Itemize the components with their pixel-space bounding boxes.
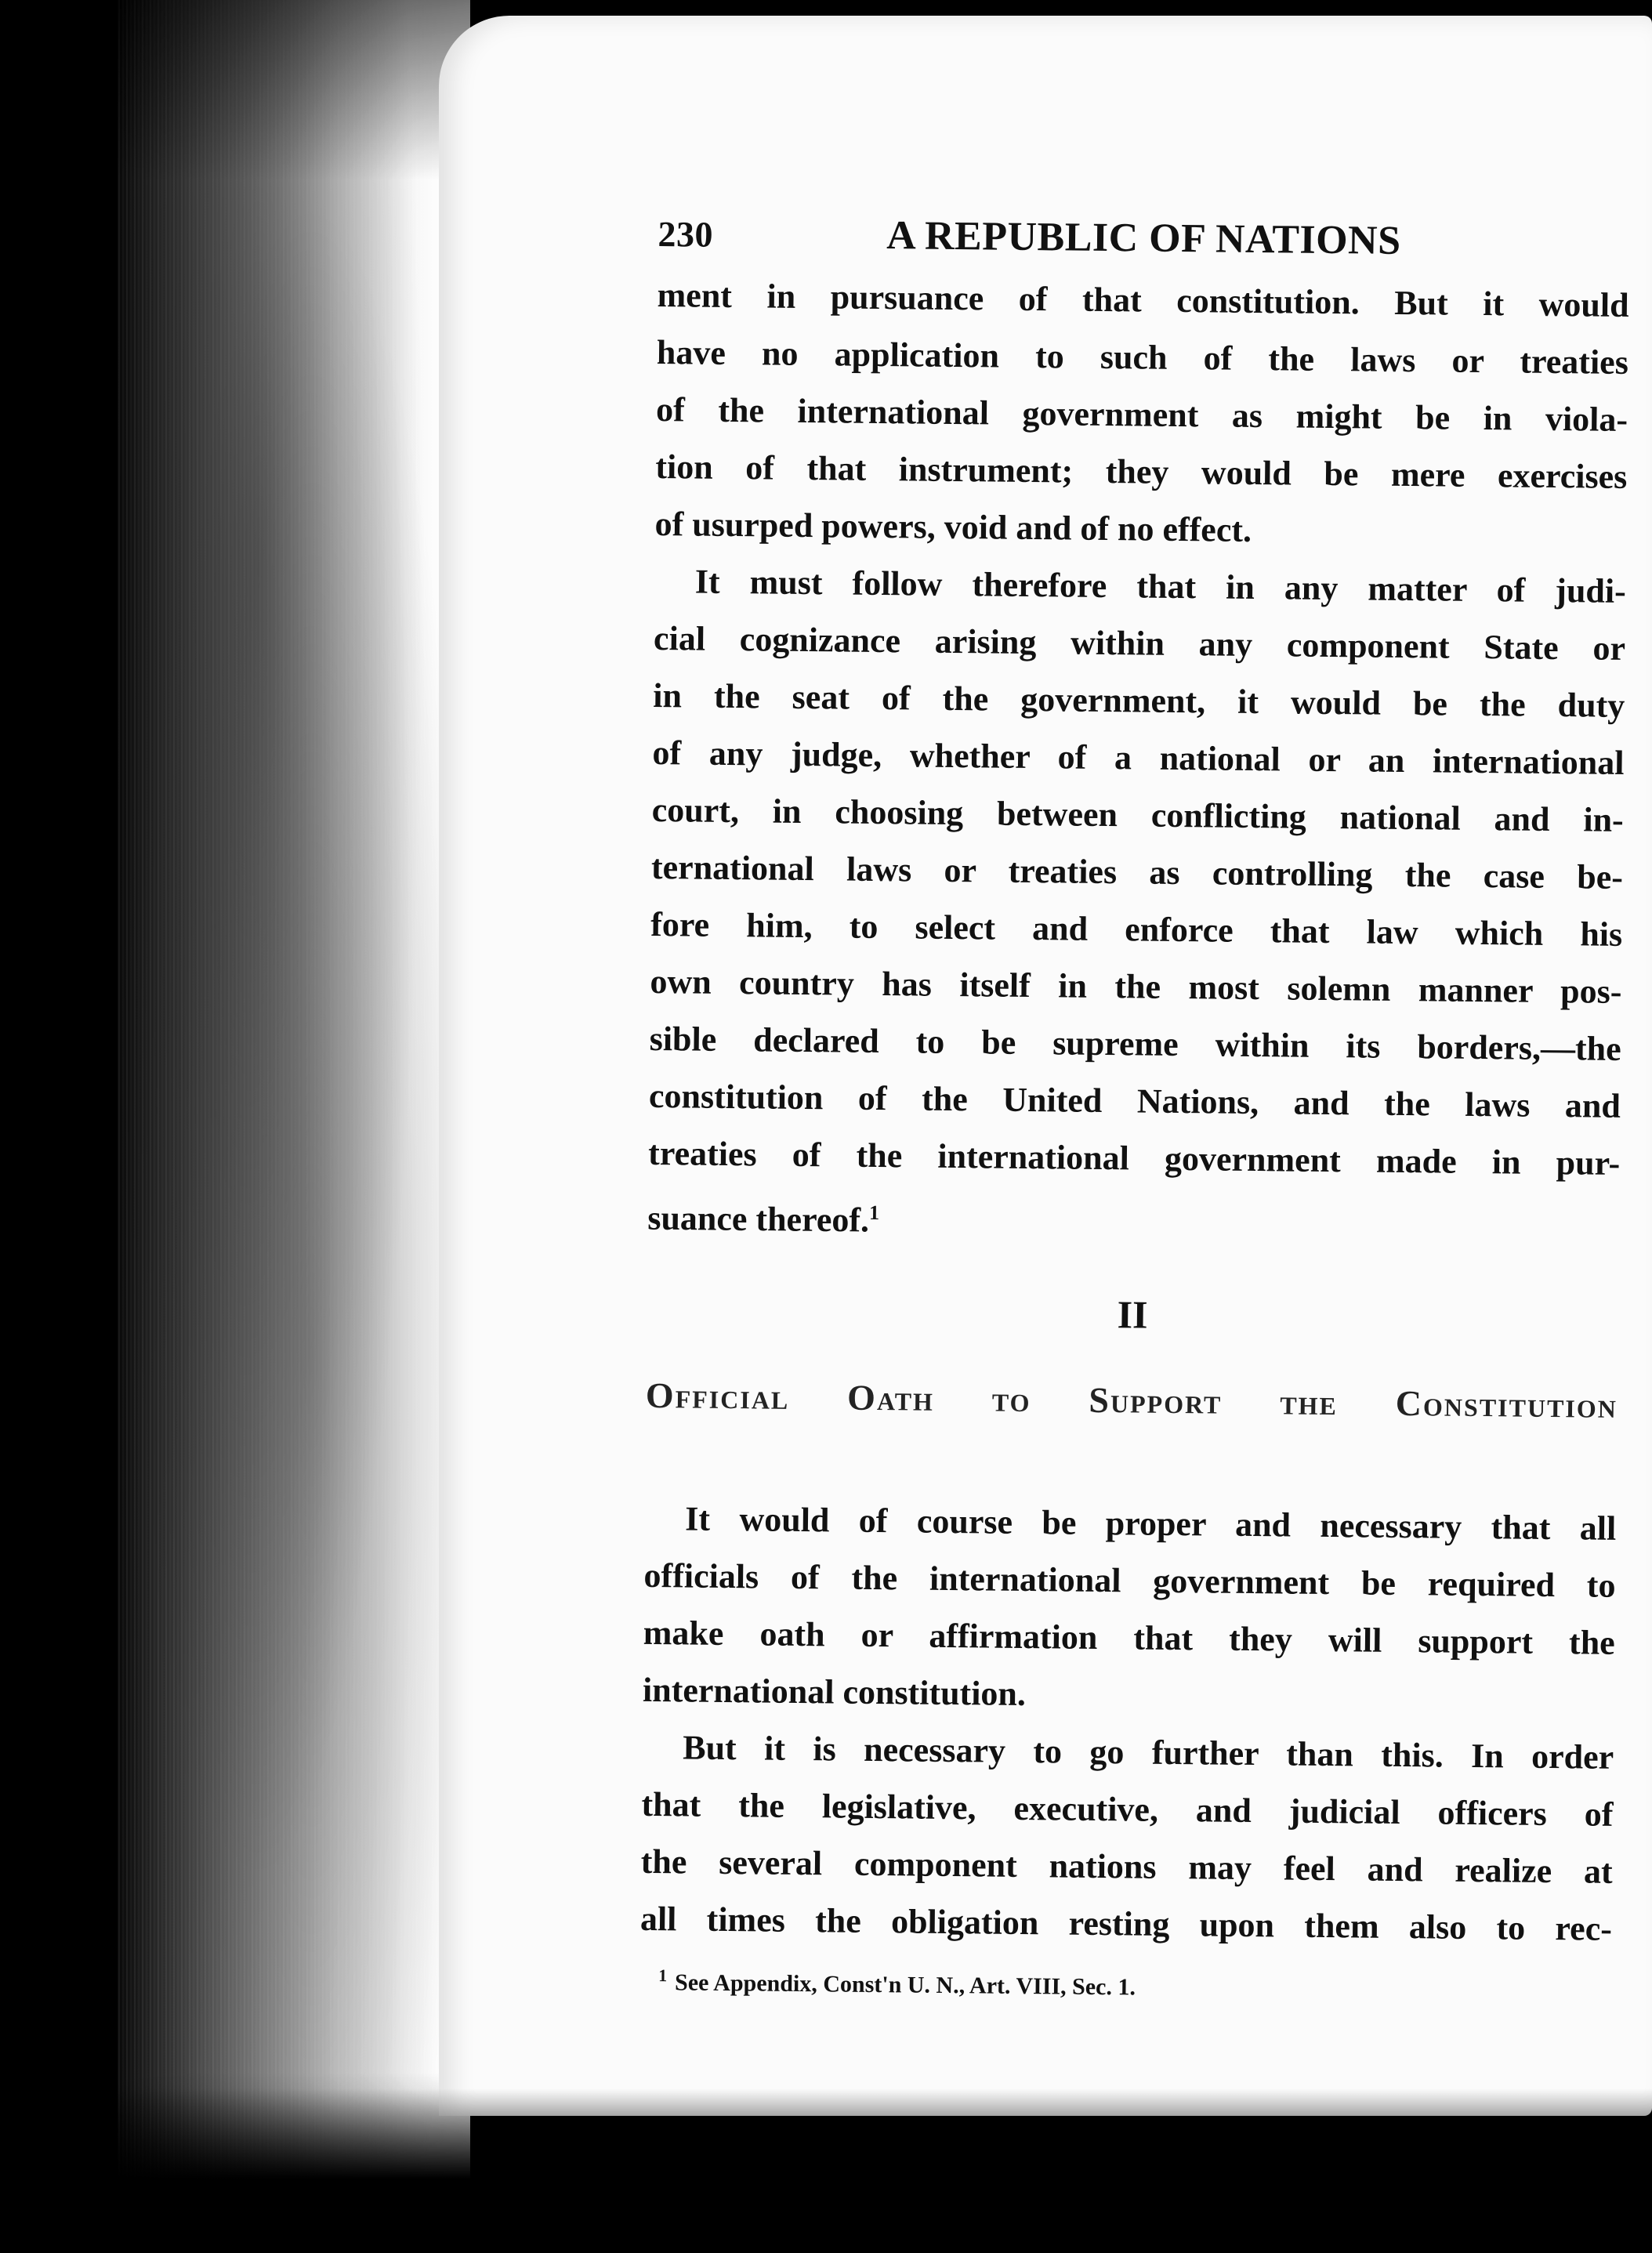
paragraph-line: of any judge, whether of a national or an international (652, 733, 1625, 782)
paragraph-line: cial cognizance arising within any component State or (653, 618, 1626, 668)
paragraph-line-last (647, 1182, 1620, 1257)
running-title: A REPUBLIC OF NATIONS (886, 213, 1401, 263)
paragraph-line: in the seat of the government, it would be the duty (653, 676, 1625, 725)
paragraph-4 (640, 1719, 1614, 1958)
footnote-reference: 1 (868, 1201, 880, 1225)
section-title: Official Oath to Support the Constitution (645, 1375, 1618, 1425)
footnote-text: See Appendix, Const'n U. N., Art. VIII, Sec. 1. (674, 1969, 1136, 2001)
paragraph-line: international constitution. (642, 1670, 1027, 1713)
paragraph-line: officials of the international government be required to (643, 1556, 1616, 1605)
paragraph-3 (643, 1490, 1617, 1729)
paragraph-line: sible declared to be supreme within its borders,—the (649, 1019, 1621, 1068)
scan-bottom-shadow (0, 2088, 1652, 2253)
paragraph-line: the several component nations may feel and realize at (640, 1842, 1613, 1891)
footnote (639, 1958, 1611, 2010)
paragraph-line: have no application to such of the laws or treaties (656, 332, 1629, 382)
paragraph-2 (647, 552, 1626, 1257)
paragraph-line: constitution of the United Nations, and the laws and (648, 1076, 1621, 1125)
paragraph-line: make oath or affirmation that they will support the (643, 1613, 1615, 1662)
paragraph-line: all times the obligation resting upon them also to rec- (639, 1899, 1613, 1948)
book-fore-edge (118, 0, 470, 2253)
paragraph-line: It must follow therefore that in any matter of judi- (694, 562, 1627, 610)
paragraph-line: But it is necessary to go further than this. In order (683, 1728, 1614, 1777)
footnote-mark: 1 (658, 1965, 668, 1985)
running-head (658, 196, 1630, 277)
paragraph-line: ment in pursuance of that constitution. But it would (657, 275, 1629, 324)
section-number: II (1117, 1291, 1148, 1337)
paragraph-1 (654, 266, 1629, 563)
paragraph-line: treaties of the international government made in pur- (647, 1133, 1621, 1183)
page-content (639, 196, 1630, 2103)
paragraph-line: own country has itself in the most solemn manner pos- (650, 962, 1622, 1011)
paragraph-line: fore him, to select and enforce that law which his (650, 904, 1623, 954)
paragraph-line: ternational laws or treaties as controlling the case be- (650, 847, 1624, 896)
paragraph-line: court, in choosing between conflicting national and in- (651, 790, 1624, 839)
page-number: 230 (658, 213, 714, 255)
paragraph-line: of usurped powers, void and of no effect. (654, 504, 1252, 549)
paragraph-line: tion of that instrument; they would be mere exercises (655, 447, 1628, 496)
paragraph-line: of the international government as might be in viola- (655, 389, 1628, 439)
paragraph-line: It would of course be proper and necessary that all (685, 1499, 1617, 1548)
paragraph-text: suance thereof. (647, 1198, 870, 1240)
paragraph-line: that the legislative, executive, and judicial officers of (641, 1784, 1614, 1834)
